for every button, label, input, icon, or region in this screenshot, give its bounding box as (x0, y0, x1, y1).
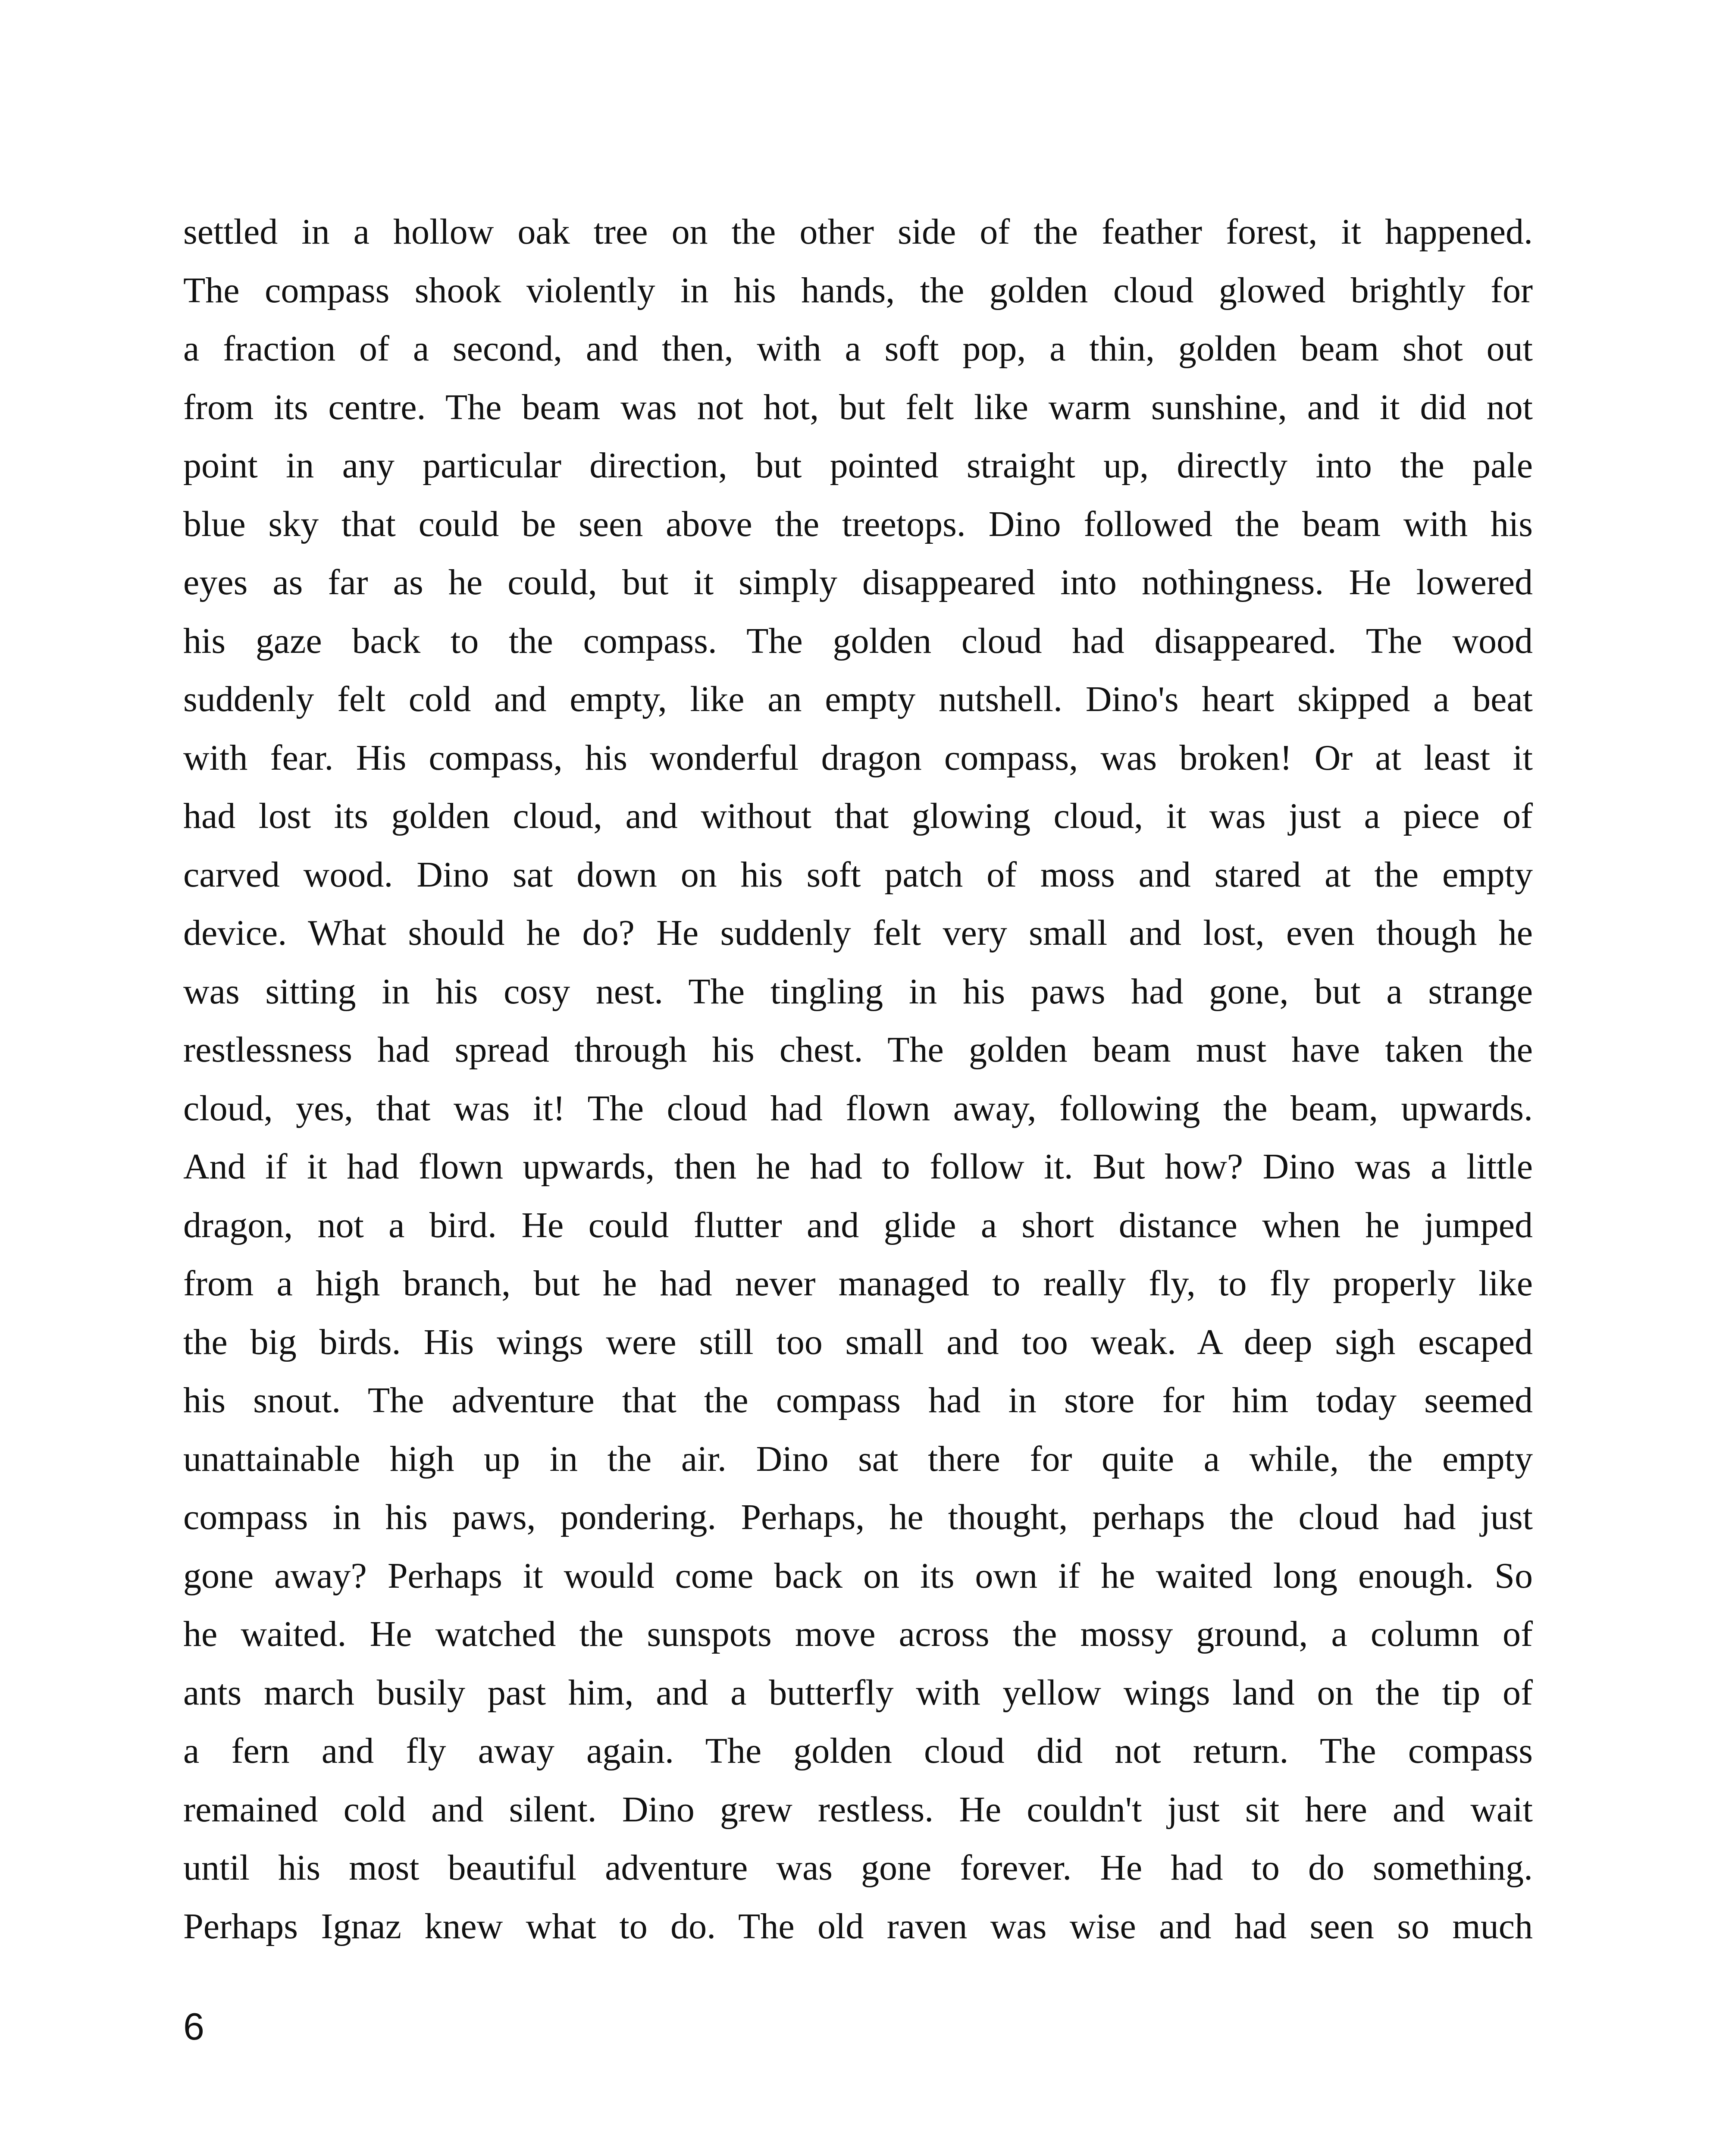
text-line: until his most beautiful adventure was gone forever. He had to do something. (183, 1848, 1533, 1888)
text-line: had lost its golden cloud, and without that glowing cloud, it was just a piece of (183, 796, 1533, 836)
text-line: Perhaps Ignaz knew what to do. The old raven was wise and had seen so much (183, 1906, 1533, 1946)
text-line: from its centre. The beam was not hot, but felt like warm sunshine, and it did not (183, 387, 1533, 427)
text-line: And if it had flown upwards, then he had to follow it. But how? Dino was a little (183, 1147, 1533, 1187)
text-line: unattainable high up in the air. Dino sat there for quite a while, the empty (183, 1438, 1533, 1479)
text-line: device. What should he do? He suddenly felt very small and lost, even though he (183, 913, 1533, 953)
text-line: with fear. His compass, his wonderful dragon compass, was broken! Or at least it (183, 737, 1533, 778)
text-line: settled in a hollow oak tree on the other side of the feather forest, it happened. (183, 212, 1533, 252)
text-line: eyes as far as he could, but it simply disappeared into nothingness. He lowered (183, 562, 1533, 602)
text-line: blue sky that could be seen above the treetops. Dino followed the beam with his (183, 504, 1533, 544)
text-line: a fern and fly away again. The golden cloud did not return. The compass (183, 1731, 1533, 1771)
text-line: the big birds. His wings were still too small and too weak. A deep sigh escaped (183, 1322, 1533, 1362)
text-line: carved wood. Dino sat down on his soft patch of moss and stared at the empty (183, 854, 1533, 895)
text-line: suddenly felt cold and empty, like an empty nutshell. Dino's heart skipped a beat (183, 679, 1533, 719)
page-number: 6 (183, 2005, 204, 2048)
text-line: his snout. The adventure that the compass had in store for him today seemed (183, 1380, 1533, 1420)
text-line: restlessness had spread through his chest. The golden beam must have taken the (183, 1030, 1533, 1070)
text-line: The compass shook violently in his hands, the golden cloud glowed brightly for (183, 270, 1533, 310)
text-line: was sitting in his cosy nest. The tingling in his paws had gone, but a strange (183, 971, 1533, 1012)
text-line: he waited. He watched the sunspots move across the mossy ground, a column of (183, 1614, 1533, 1654)
text-line: dragon, not a bird. He could flutter and glide a short distance when he jumped (183, 1205, 1533, 1245)
text-line: ants march busily past him, and a butterfly with yellow wings land on the tip of (183, 1672, 1533, 1713)
body-text (183, 203, 1533, 1955)
text-line: point in any particular direction, but pointed straight up, directly into the pale (183, 445, 1533, 486)
text-line: gone away? Perhaps it would come back on its own if he waited long enough. So (183, 1555, 1533, 1596)
text-line: his gaze back to the compass. The golden cloud had disappeared. The wood (183, 620, 1533, 661)
text-line: remained cold and silent. Dino grew restless. He couldn't just sit here and wait (183, 1789, 1533, 1830)
text-line: a fraction of a second, and then, with a soft pop, a thin, golden beam shot out (183, 329, 1533, 369)
text-line: compass in his paws, pondering. Perhaps, he thought, perhaps the cloud had just (183, 1497, 1533, 1537)
text-line: cloud, yes, that was it! The cloud had flown away, following the beam, upwards. (183, 1088, 1533, 1128)
text-line: from a high branch, but he had never managed to really fly, to fly properly like (183, 1263, 1533, 1304)
